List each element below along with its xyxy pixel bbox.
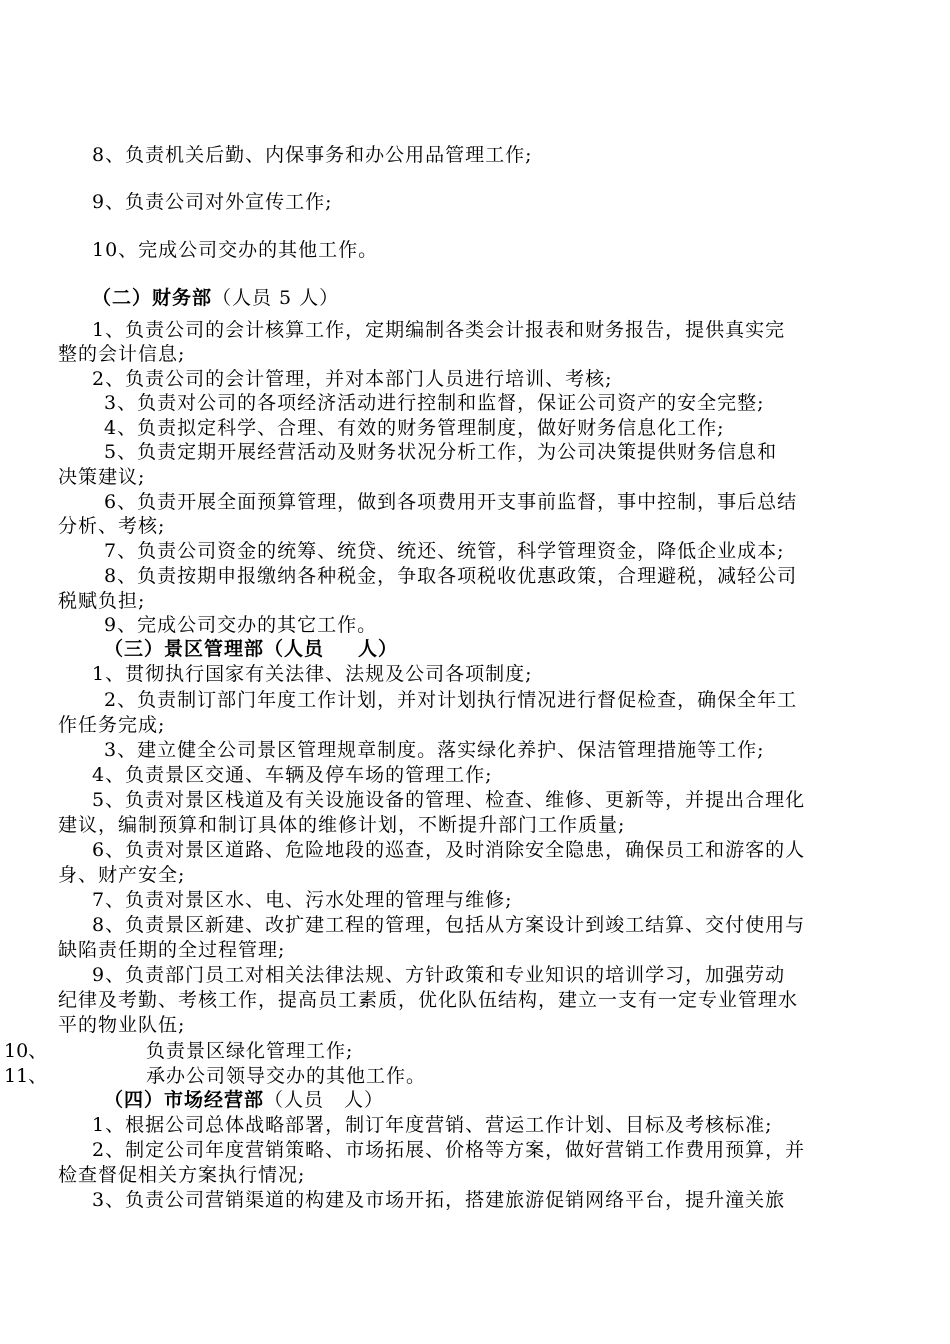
- finance-line: 9、完成公司交办的其它工作。: [104, 614, 378, 636]
- scenic-heading: [104, 637, 398, 661]
- scenic-item-11-number: 11、: [4, 1065, 48, 1087]
- scenic-line: 纪律及考勤、考核工作，提高员工素质，优化队伍结构，建立一支有一定专业管理水: [58, 989, 799, 1011]
- finance-line: 7、负责公司资金的统筹、统贷、统还、统管，科学管理资金，降低企业成本;: [104, 540, 785, 562]
- market-line: 检查督促相关方案执行情况;: [58, 1164, 306, 1186]
- scenic-heading-staff: 人）: [358, 638, 399, 660]
- scenic-line: 9、负责部门员工对相关法律法规、方针政策和专业知识的培训学习，加强劳动: [92, 964, 786, 986]
- scenic-line: 1、贯彻执行国家有关法律、法规及公司各项制度;: [92, 663, 533, 685]
- market-heading-title: （四）市场经营部: [104, 1089, 265, 1111]
- scenic-line: 7、负责对景区水、电、污水处理的管理与维修;: [92, 889, 513, 911]
- finance-heading-staff: （人员 5 人）: [212, 287, 340, 309]
- scenic-line: 4、负责景区交通、车辆及停车场的管理工作;: [92, 764, 493, 786]
- finance-heading-title: （二）财务部: [92, 287, 213, 309]
- finance-line: 6、负责开展全面预算管理，做到各项费用开支事前监督，事中控制，事后总结: [104, 491, 798, 513]
- market-line: 1、根据公司总体战略部署，制订年度营销、营运工作计划、目标及考核标准;: [92, 1114, 773, 1136]
- scenic-line: 2、负责制订部门年度工作计划，并对计划执行情况进行督促检查，确保全年工: [104, 689, 798, 711]
- admin-item-9: 9、负责公司对外宣传工作;: [92, 191, 333, 213]
- scenic-line: 作任务完成;: [58, 714, 166, 736]
- finance-line: 税赋负担;: [58, 590, 146, 612]
- finance-line: 4、负责拟定科学、合理、有效的财务管理制度，做好财务信息化工作;: [104, 417, 725, 439]
- market-line: 3、负责公司营销渠道的构建及市场开拓，搭建旅游促销网络平台，提升潼关旅: [92, 1189, 786, 1211]
- scenic-line: 8、负责景区新建、改扩建工程的管理，包括从方案设计到竣工结算、交付使用与: [92, 914, 806, 936]
- finance-line: 1、负责公司的会计核算工作，定期编制各类会计报表和财务报告，提供真实完: [92, 319, 786, 341]
- admin-item-8: 8、负责机关后勤、内保事务和办公用品管理工作;: [92, 144, 533, 166]
- finance-line: 2、负责公司的会计管理，并对本部门人员进行培训、考核;: [92, 368, 613, 390]
- scenic-line: 身、财产安全;: [58, 864, 186, 886]
- scenic-item-10-number: 10、: [4, 1040, 48, 1062]
- finance-line: 分析、考核;: [58, 515, 166, 537]
- market-heading: [104, 1088, 384, 1112]
- market-heading-staff: （人员 人）: [264, 1089, 385, 1111]
- finance-line: 3、负责对公司的各项经济活动进行控制和监督，保证公司资产的安全完整;: [104, 392, 765, 414]
- scenic-line: 6、负责对景区道路、危险地段的巡查，及时消除安全隐患，确保员工和游客的人: [92, 839, 806, 861]
- scenic-line: 5、负责对景区栈道及有关设施设备的管理、检查、维修、更新等，并提出合理化: [92, 789, 806, 811]
- finance-line: 决策建议;: [58, 466, 146, 488]
- finance-heading: [92, 286, 339, 310]
- market-line: 2、制定公司年度营销策略、市场拓展、价格等方案，做好营销工作费用预算，并: [92, 1139, 806, 1161]
- admin-item-10: 10、完成公司交办的其他工作。: [92, 239, 379, 261]
- finance-line: 整的会计信息;: [58, 343, 186, 365]
- scenic-line: 缺陷责任期的全过程管理;: [58, 939, 286, 961]
- finance-line: 5、负责定期开展经营活动及财务状况分析工作，为公司决策提供财务信息和: [104, 441, 778, 463]
- finance-line: 8、负责按期申报缴纳各种税金，争取各项税收优惠政策，合理避税，减轻公司: [104, 565, 798, 587]
- scenic-line: 平的物业队伍;: [58, 1014, 186, 1036]
- scenic-line: 建议，编制预算和制订具体的维修计划，不断提升部门工作质量;: [58, 814, 626, 836]
- scenic-item-11-text: 承办公司领导交办的其他工作。: [146, 1065, 427, 1087]
- scenic-item-10-text: 负责景区绿化管理工作;: [146, 1040, 354, 1062]
- scenic-heading-title: （三）景区管理部（人员: [104, 638, 325, 660]
- scenic-line: 3、建立健全公司景区管理规章制度。落实绿化养护、保洁管理措施等工作;: [104, 739, 765, 761]
